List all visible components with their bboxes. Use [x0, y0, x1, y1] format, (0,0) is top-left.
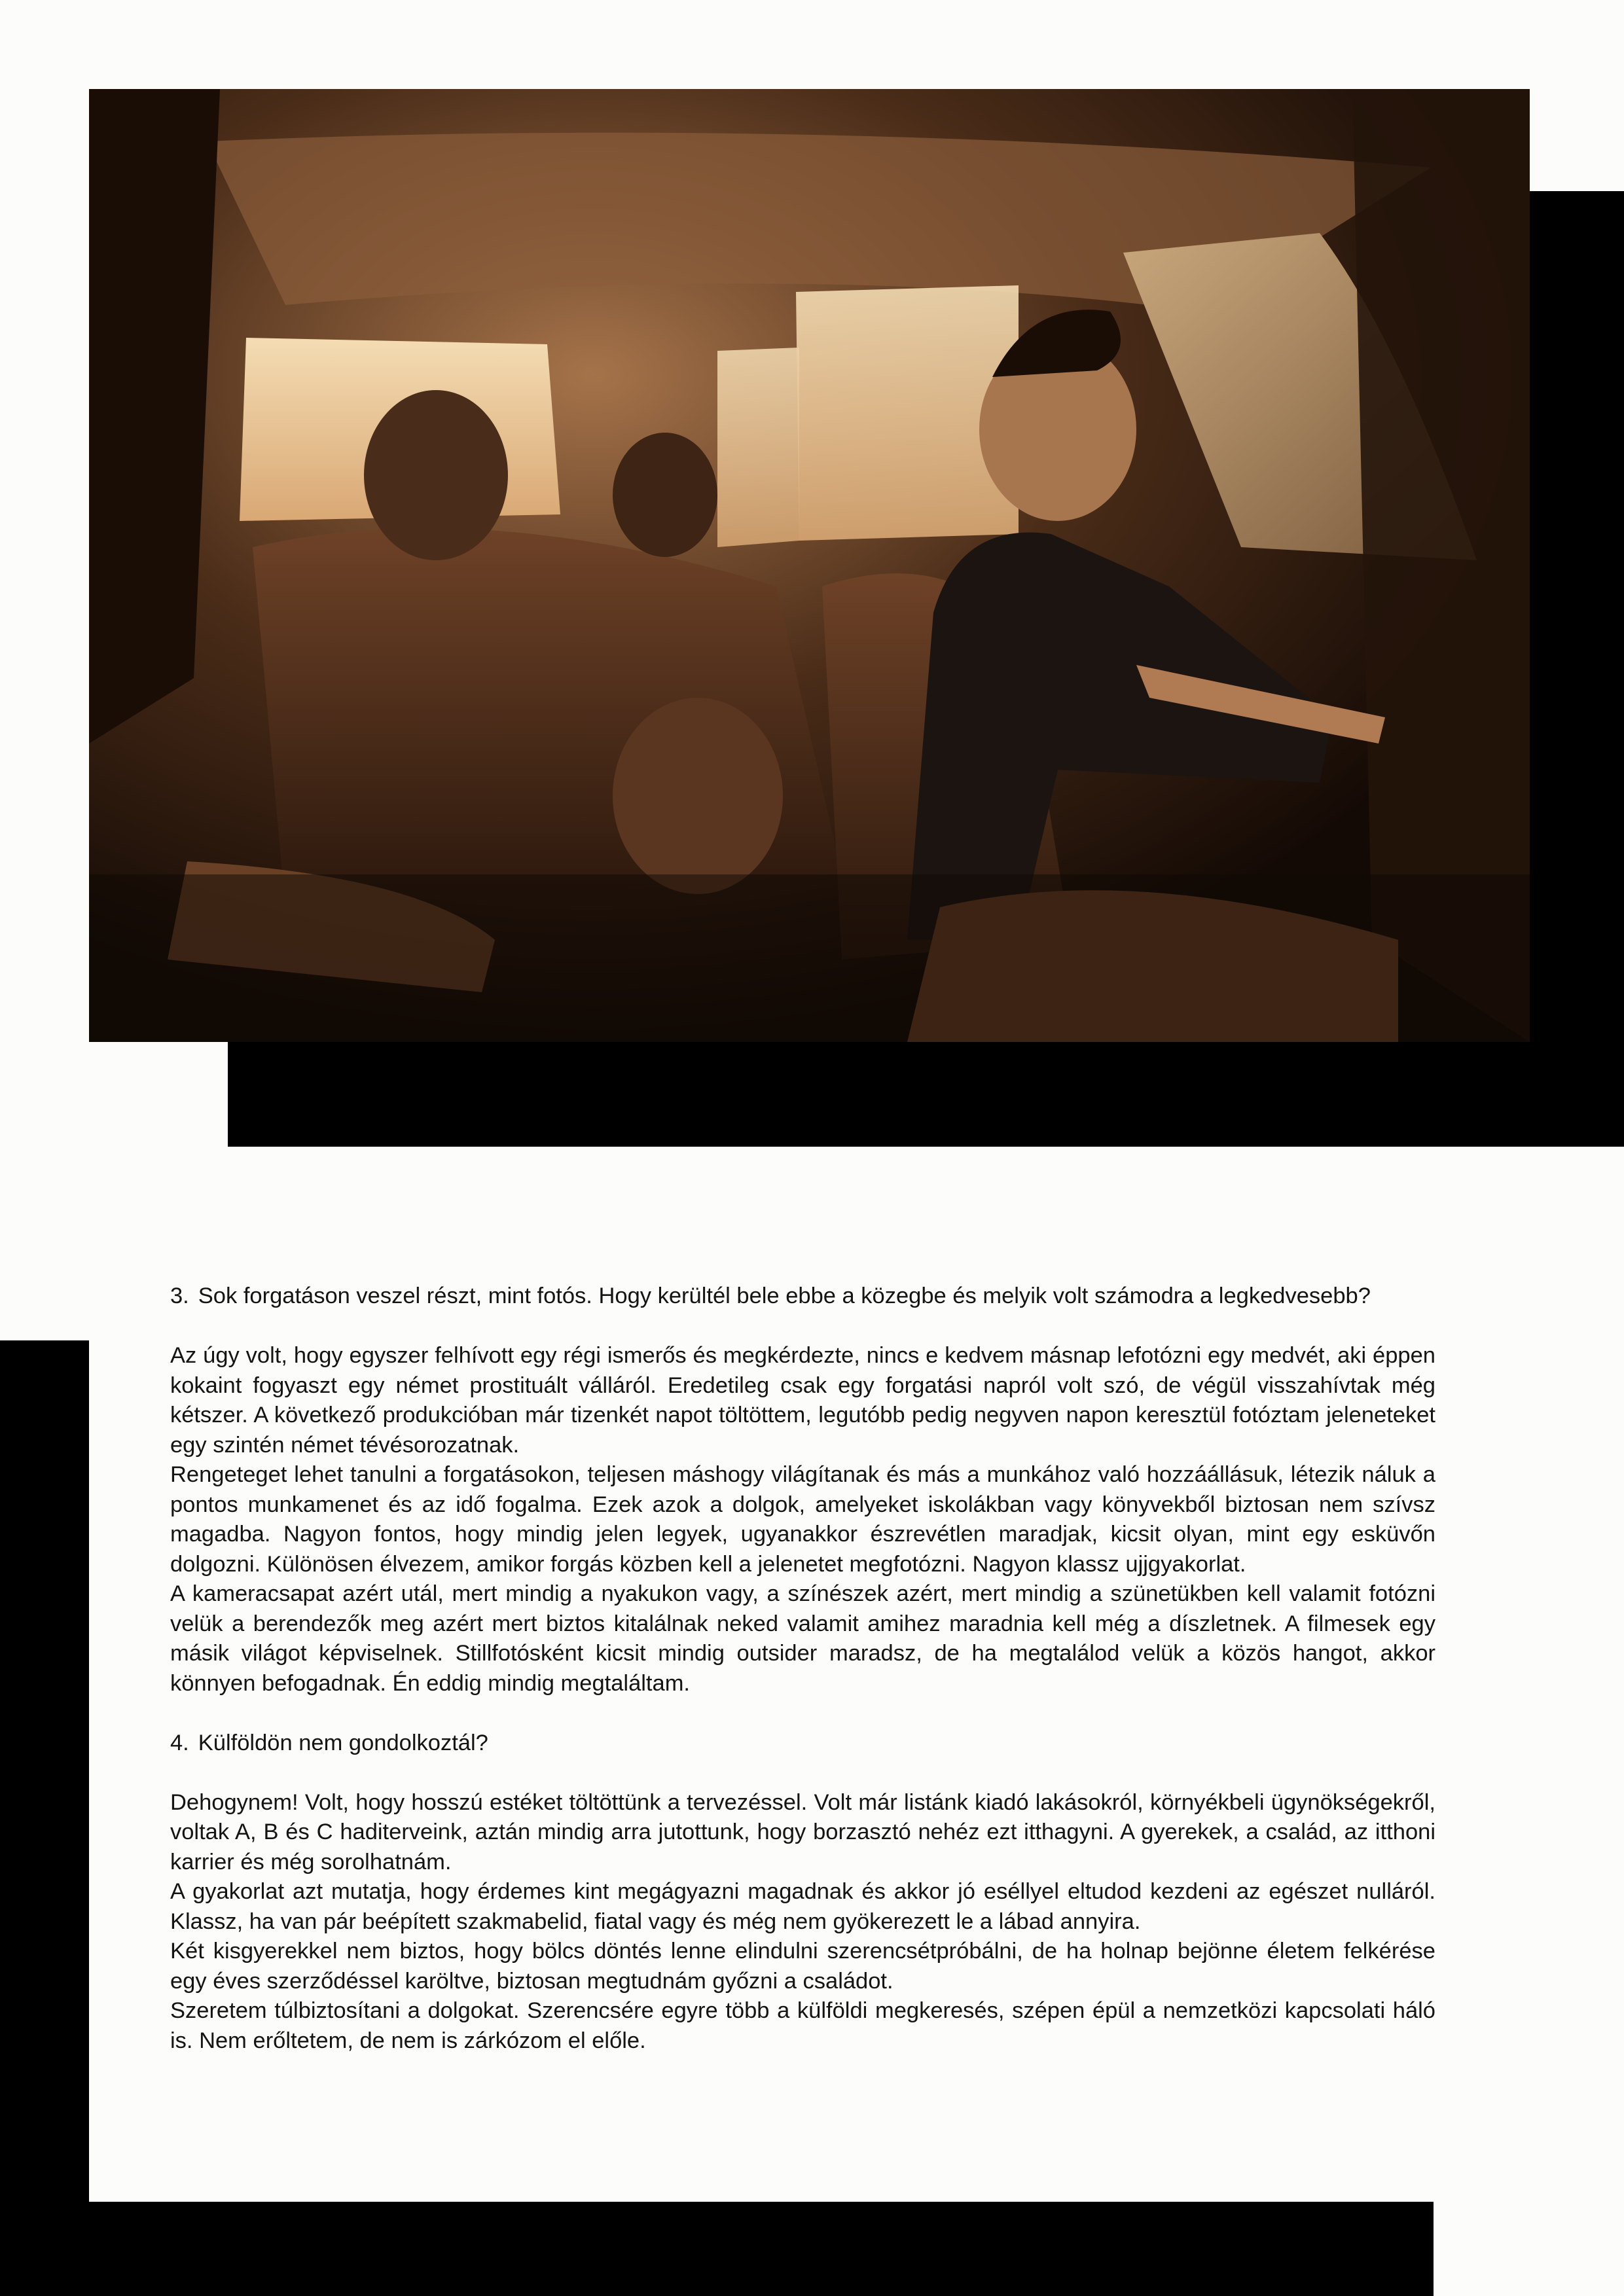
question-text: Külföldön nem gondolkoztál?: [198, 1730, 488, 1755]
question-3: [170, 1282, 1435, 1312]
answer-paragraph: Az úgy volt, hogy egyszer felhívott egy régi ismerős és megkérdezte, nincs e kedvem másnap lefotózni egy medvét, aki éppen kokaint fogyaszt egy német prostituált válláról. Eredetileg csak egy forgatási napról volt szó, de végül visszahívtak még kétszer. A következő produkcióban már tizenkét napot töltöttem, legutóbb pedig negyven napon keresztül fotóztam jeleneteket egy szintén német tévésorozatnak.: [170, 1343, 1435, 1458]
black-block-left: [0, 1340, 89, 2296]
black-block-bottom: [0, 2202, 1434, 2296]
question-text: Sok forgatáson veszel részt, mint fotós. Hogy kerültél bele ebbe a közegbe és melyik volt számodra a legkedvesebb?: [198, 1283, 1371, 1308]
answer-paragraph: Rengeteget lehet tanulni a forgatásokon, teljesen máshogy világítanak és más a munkához való hozzáállásuk, létezik náluk a pontos munkamenet és az idő fogalma. Ezek azok a dolgok, amelyeket iskolákban vagy könyvekből biztosan nem szívsz magadba. Nagyon fontos, hogy mindig jelen legyek, ugyanakkor észrevétlen maradjak, kicsit olyan, mint egy esküvőn dolgozni. Különösen élvezem, amikor forgás közben kell a jelenetet megfotózni. Nagyon klassz ujjgyakorlat.: [170, 1462, 1435, 1577]
question-number: 3.: [170, 1283, 189, 1308]
spacer: [170, 1312, 1435, 1342]
answer-paragraph: A kameracsapat azért utál, mert mindig a nyakukon vagy, a színészek azért, mert mindig a szünetükben kell valamit fotózni velük a berendezők meg azért mert biztos kitalálnak neked valamit amihez maradnia kell még a díszletnek. A filmesek egy másik világot képviselnek. Stillfotósként kicsit mindig outsider maradsz, de ha megtalálod velük a közös hangot, akkor könnyen befogadnak. Én eddig mindig megtaláltam.: [170, 1581, 1435, 1696]
car-interior-photo: [89, 89, 1530, 1042]
question-number: 4.: [170, 1730, 189, 1755]
question-4: [170, 1729, 1435, 1759]
answer-paragraph: Szeretem túlbiztosítani a dolgokat. Szerencsére egyre több a külföldi megkeresés, szépen épül a nemzetközi kapcsolati háló is. Nem erőltetem, de nem is zárkózom el előle.: [170, 1998, 1435, 2053]
spacer: [170, 1758, 1435, 1788]
answer-paragraph: Dehogynem! Volt, hogy hosszú estéket töltöttünk a tervezéssel. Volt már listánk kiadó lakásokról, környékbeli ügynökségekről, voltak A, B és C haditerveink, aztán mindig arra jutottunk, hogy borzasztó nehéz ezt itthagyni. A gyerekek, a család, az itthoni karrier és még sorolhatnám.: [170, 1789, 1435, 1874]
answer-paragraph: A gyakorlat azt mutatja, hogy érdemes kint megágyazni magadnak és akkor jó eséllyel eltudod kezdeni az egészet nulláról. Klassz, ha van pár beépített szakmabelid, fiatal vagy és még nem gyökerezett le a lábad annyira.: [170, 1879, 1435, 1934]
article-text: [170, 1282, 1435, 2056]
spacer: [170, 1698, 1435, 1729]
answer-paragraph: Két kisgyerekkel nem biztos, hogy bölcs döntés lenne elindulni szerencsétpróbálni, de ha holnap bejönne életem felkérése egy éves szerződéssel karöltve, biztosan megtudnám győzni a családot.: [170, 1939, 1435, 1994]
